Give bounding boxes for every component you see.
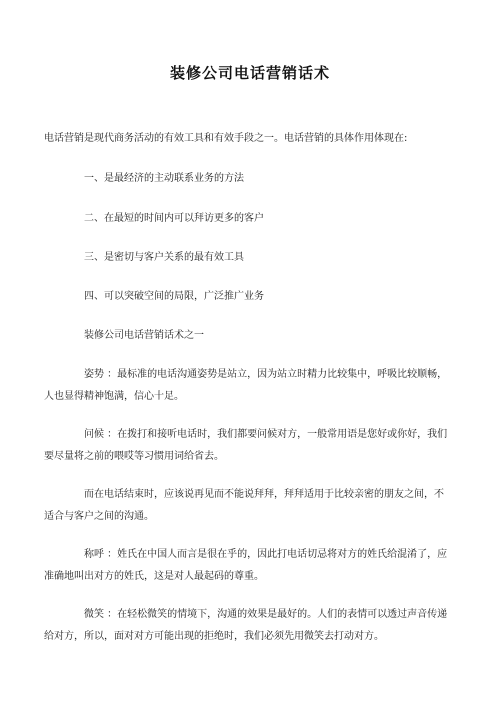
- paragraph-greeting: [44, 424, 464, 468]
- point-1: 一、是最经济的主动联系业务的方法: [84, 173, 244, 184]
- paragraph-smile: [44, 604, 464, 648]
- point-3: 三、是密切与客户关系的最有效工具: [84, 252, 244, 263]
- paragraph-line: 要尽量将之前的喂哎等习惯用词给省去。: [44, 451, 224, 462]
- paragraph-line: 姿势 ：最标准的电话沟通姿势是站立，因为站立时精力比较集中，呼吸比较顺畅，: [84, 369, 448, 380]
- point-4: 四、可以突破空间的局限，广泛推广业务: [84, 291, 264, 302]
- paragraph-line: 适合与客户之间的沟通。: [44, 511, 154, 522]
- paragraph-line: 微笑 ：在轻松微笑的情境下，沟通的效果是最好的。人们的表情可以透过声音传递: [84, 609, 448, 620]
- paragraph-line: 而在电话结束时，应该说再见而不能说拜拜，拜拜适用于比较亲密的朋友之间，不: [84, 489, 444, 500]
- document-title: 装修公司电话营销话术: [169, 64, 330, 82]
- paragraph-line: 准确地叫出对方的姓氏，这是对人最起码的尊重。: [44, 571, 264, 582]
- paragraph-posture: [44, 364, 464, 408]
- paragraph-line: 给对方，所以，面对对方可能出现的拒绝时，我们必须先用微笑去打动对方。: [44, 631, 384, 642]
- paragraph-line: 问候 ：在拨打和接听电话时，我们都要问候对方，一般常用语是您好或你好，我们: [84, 429, 448, 440]
- point-2: 二、在最短的时间内可以拜访更多的客户: [84, 213, 264, 224]
- intro-text: 电话营销是现代商务活动的有效工具和有效手段之一。电话营销的具体作用体现在:: [44, 133, 408, 144]
- paragraph-line: 称呼 ：姓氏在中国人而言是很在乎的，因此打电话切忌将对方的姓氏给混淆了，应: [84, 549, 448, 560]
- paragraph-closing: [44, 484, 464, 528]
- paragraph-address: [44, 544, 464, 588]
- section-heading: 装修公司电话营销话术之一: [84, 330, 204, 341]
- paragraph-line: 人也显得精神饱满，信心十足。: [44, 391, 184, 402]
